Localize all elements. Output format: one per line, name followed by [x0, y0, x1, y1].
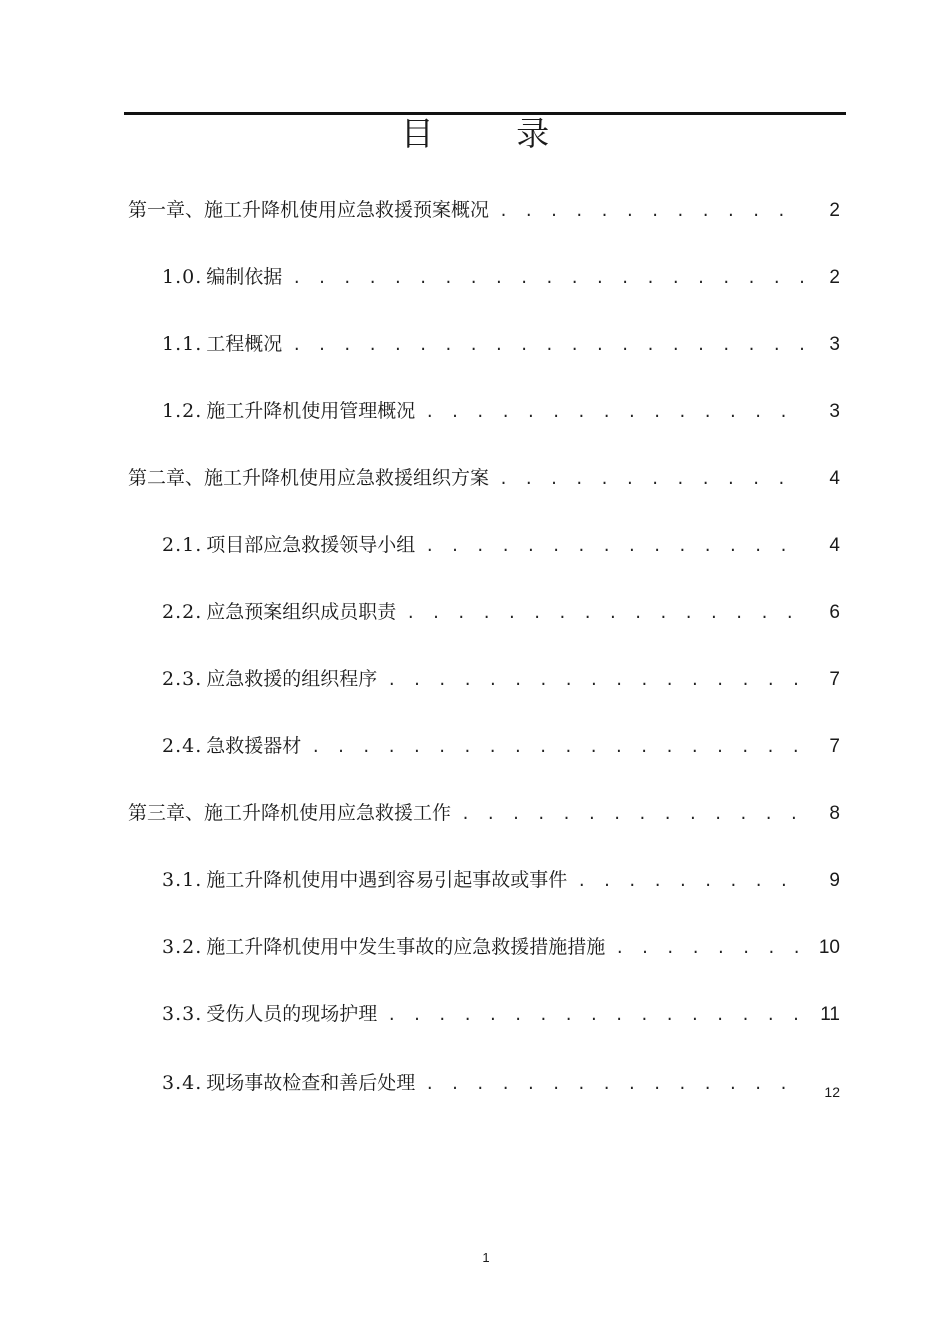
- toc-entry-label: 施工升降机使用管理概况: [206, 400, 416, 422]
- toc-entry-label: 受伤人员的现场护理: [206, 1003, 378, 1025]
- toc-entry-label: 编制依据: [206, 266, 283, 288]
- toc-entry-label: 急救援器材: [206, 735, 302, 757]
- toc-entry-page: 3: [829, 401, 840, 422]
- toc-entry-number: 1.1.: [162, 333, 203, 355]
- toc-entry-number: 2.4.: [162, 735, 203, 757]
- footer-page-number: 1: [482, 1250, 490, 1265]
- toc-entry-page: 6: [829, 602, 840, 623]
- dot-leader: [292, 261, 804, 295]
- toc-entry-label: 施工升降机使用中遇到容易引起事故或事件: [206, 869, 568, 891]
- toc-entry-label: 工程概况: [206, 333, 283, 355]
- toc-entry-number: 1.0.: [162, 266, 203, 288]
- toc-entry-page: 2: [829, 200, 840, 221]
- dot-leader: [499, 462, 804, 496]
- toc-entry-label: 第二章、施工升降机使用应急救援组织方案: [128, 467, 490, 489]
- toc-entry-label: 项目部应急救援领导小组: [206, 534, 416, 556]
- toc-entry-2-4[interactable]: [162, 729, 840, 763]
- toc-entry-page: 12: [824, 1084, 840, 1100]
- toc-entry-label: 现场事故检查和善后处理: [206, 1072, 416, 1094]
- dot-leader: [425, 1067, 804, 1101]
- toc-entry-page: 7: [829, 669, 840, 690]
- dot-leader: [425, 529, 804, 563]
- dot-leader: [292, 328, 804, 362]
- toc-entry-page: 8: [829, 803, 840, 824]
- toc-entry-1-2[interactable]: [162, 394, 840, 428]
- toc-entry-number: 1.2.: [162, 400, 203, 422]
- toc-entry-page: 10: [818, 937, 840, 958]
- toc-entry-number: 2.3.: [162, 668, 203, 690]
- dot-leader: [387, 663, 804, 697]
- toc-entry-1-1[interactable]: [162, 327, 840, 361]
- toc-entry-page: 4: [829, 535, 840, 556]
- toc-entry-2-1[interactable]: [162, 528, 840, 562]
- toc-entry-1-0[interactable]: [162, 260, 840, 294]
- toc-entry-3-4[interactable]: [162, 1066, 840, 1100]
- toc-entry-page: 2: [829, 267, 840, 288]
- dot-leader: [387, 998, 804, 1032]
- toc-entry-3-3[interactable]: [162, 997, 840, 1031]
- toc-entry-label: 施工升降机使用中发生事故的应急救援措施措施: [206, 936, 606, 958]
- toc-entry-chapter-1[interactable]: [128, 193, 840, 227]
- toc-entry-number: 3.3.: [162, 1003, 203, 1025]
- toc-entry-number: 3.1.: [162, 869, 203, 891]
- toc-entry-2-3[interactable]: [162, 662, 840, 696]
- toc-entry-3-1[interactable]: [162, 863, 840, 897]
- dot-leader: [425, 395, 804, 429]
- page-title: 目 录: [400, 114, 586, 153]
- toc-entry-chapter-3[interactable]: [128, 796, 840, 830]
- toc-entry-chapter-2[interactable]: [128, 461, 840, 495]
- dot-leader: [615, 931, 804, 965]
- toc-entry-3-2[interactable]: [162, 930, 840, 964]
- toc-entry-page: 3: [829, 334, 840, 355]
- toc-entry-page: 11: [820, 1004, 840, 1025]
- dot-leader: [461, 797, 804, 831]
- toc-entry-page: 9: [829, 870, 840, 891]
- toc-entry-number: 2.2.: [162, 601, 203, 623]
- toc-entry-number: 3.4.: [162, 1072, 203, 1094]
- toc-entry-2-2[interactable]: [162, 595, 840, 629]
- toc-entry-page: 4: [829, 468, 840, 489]
- toc-entry-number: 3.2.: [162, 936, 203, 958]
- toc-entry-page: 7: [829, 736, 840, 757]
- toc-entry-label: 应急预案组织成员职责: [206, 601, 397, 623]
- toc-entry-label: 第三章、施工升降机使用应急救援工作: [128, 802, 452, 824]
- toc-entry-number: 2.1.: [162, 534, 203, 556]
- toc-entry-label: 第一章、施工升降机使用应急救援预案概况: [128, 199, 490, 221]
- dot-leader: [577, 864, 804, 898]
- toc-entry-label: 应急救援的组织程序: [206, 668, 378, 690]
- dot-leader: [406, 596, 804, 630]
- dot-leader: [499, 194, 804, 228]
- dot-leader: [311, 730, 804, 764]
